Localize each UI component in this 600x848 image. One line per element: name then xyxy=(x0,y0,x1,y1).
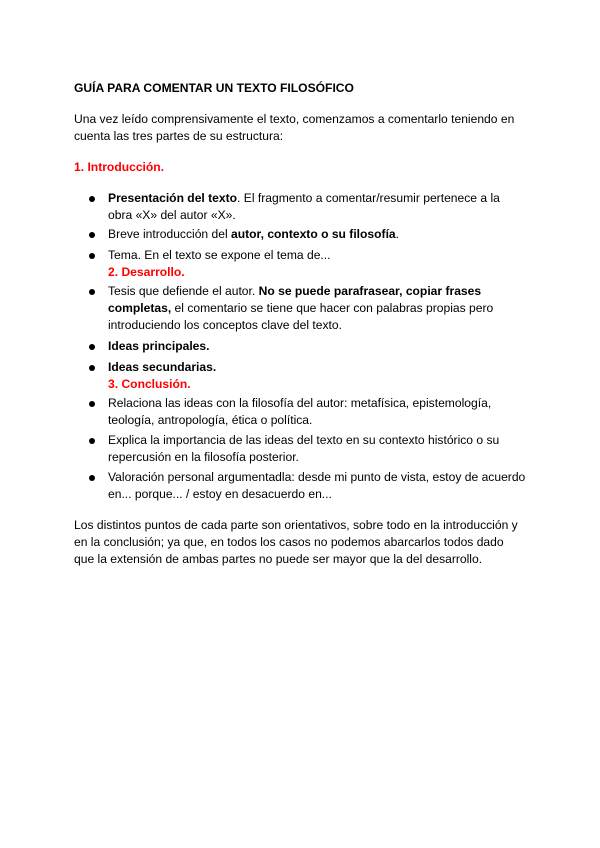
bullet-bold-text: No se puede parafrasear, copiar frases completas, xyxy=(108,284,482,315)
list-item xyxy=(74,226,526,243)
list-item xyxy=(74,190,526,224)
bullet-text: Breve introducción del xyxy=(108,227,232,241)
bullet-icon xyxy=(89,289,95,295)
list-item xyxy=(74,359,526,376)
section-heading-conclusion: 3. Conclusión. xyxy=(108,377,191,391)
bullet-text: Valoración personal argumentadla: desde mi punto de vista, estoy de acuerdo en... porque... / estoy en desacuerdo en... xyxy=(108,470,526,501)
list-item xyxy=(74,283,526,334)
list-item xyxy=(74,395,526,429)
bullet-text: Tema. En el texto se expone el tema de... xyxy=(108,248,331,262)
bullet-text: Explica la importancia de las ideas del texto en su contexto histórico o su repercusión en la filosofía posterior. xyxy=(108,433,500,464)
bullet-text: . El fragmento a comentar/resumir pertenece a la obra «X» del autor «X». xyxy=(108,191,500,222)
bullet-icon xyxy=(89,475,95,481)
bullet-icon xyxy=(89,344,95,350)
bullet-icon xyxy=(89,253,95,259)
bullet-text: el comentario se tiene que hacer con palabras propias pero introduciendo los conceptos clave del texto. xyxy=(108,301,494,332)
bullet-icon xyxy=(89,232,95,238)
document-title: GUÍA PARA COMENTAR UN TEXTO FILOSÓFICO xyxy=(74,81,354,95)
bullet-text: Tesis que defiende el autor. xyxy=(108,284,259,298)
bullet-icon xyxy=(89,365,95,371)
list-item xyxy=(74,432,526,466)
bullet-bold-text: Ideas secundarias. xyxy=(108,360,217,374)
bullet-icon xyxy=(89,438,95,444)
list-item xyxy=(74,338,526,355)
list-item xyxy=(74,247,526,264)
bullet-bold-text: Ideas principales. xyxy=(108,339,210,353)
bullet-icon xyxy=(89,401,95,407)
bullet-bold-text: autor, contexto o su filosofía xyxy=(231,227,396,241)
bullet-bold-text: Presentación del texto xyxy=(108,191,238,205)
section-heading-desarrollo: 2. Desarrollo. xyxy=(108,265,185,279)
outro-paragraph: Los distintos puntos de cada parte son orientativos, sobre todo en la introducción y en la conclusión; ya que, en todos los casos no podemos abarcarlos todos dado que la extensión de ambas partes no puede ser mayor que la del desarrollo. xyxy=(74,518,518,566)
intro-paragraph: Una vez leído comprensivamente el texto, comenzamos a comentarlo teniendo en cuenta las tres partes de su estructura: xyxy=(74,112,515,143)
section-heading-introduccion: 1. Introducción. xyxy=(74,160,165,174)
bullet-text: . xyxy=(395,227,400,241)
bullet-icon xyxy=(89,196,95,202)
bullet-text: Relaciona las ideas con la filosofía del autor: metafísica, epistemología, teología, antropología, ética o política. xyxy=(108,396,492,427)
document-page xyxy=(74,80,526,568)
guide-bullet-list xyxy=(74,190,526,503)
list-item xyxy=(74,469,526,503)
